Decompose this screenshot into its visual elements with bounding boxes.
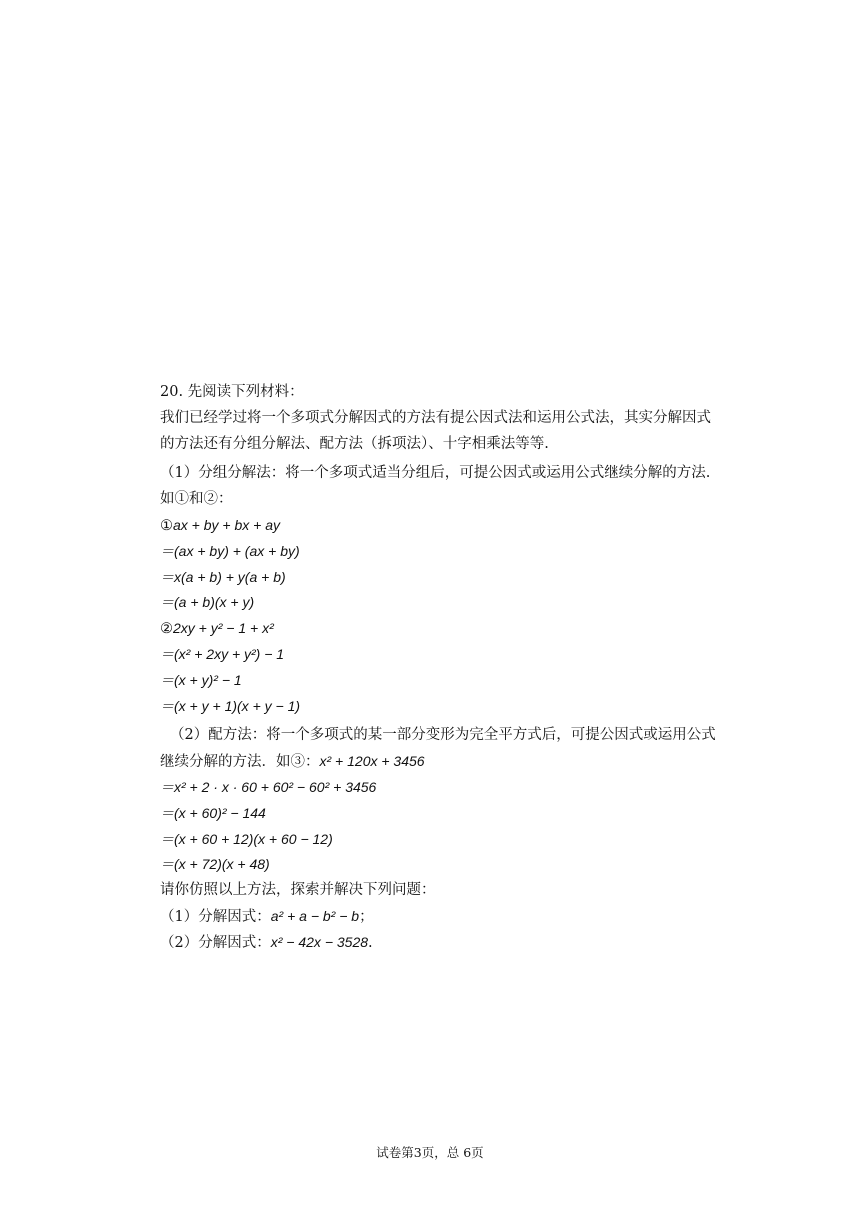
method2-description-2 bbox=[160, 749, 760, 775]
question-20 bbox=[160, 380, 760, 956]
example2-step-2: ＝(x + y)² − 1 bbox=[160, 671, 242, 688]
task-intro: 请你仿照以上方法，探索并解决下列问题： bbox=[160, 882, 436, 899]
example3-step-1: ＝x² + 2 · x · 60 + 60² − 60² + 3456 bbox=[160, 778, 377, 795]
task2-label: （2）分解因式： bbox=[160, 934, 271, 951]
intro-line-1: 我们已经学过将一个多项式分解因式的方法有提公因式法和运用公式法，其实分解因式 bbox=[160, 409, 711, 426]
task-1 bbox=[160, 904, 760, 930]
task2-end: . bbox=[368, 934, 373, 951]
task-2 bbox=[160, 930, 760, 956]
example2-step-1: ＝(x² + 2xy + y²) − 1 bbox=[160, 645, 285, 662]
example3-step-4: ＝(x + 72)(x + 48) bbox=[160, 856, 270, 873]
example1-label: ① bbox=[160, 517, 173, 534]
intro-line-2: 的方法还有分组分解法、配方法（拆项法）、十字相乘法等等. bbox=[160, 435, 549, 452]
method1-example-intro: 如①和②： bbox=[160, 491, 233, 508]
task1-end: ； bbox=[359, 908, 374, 925]
example2-step-3: ＝(x + y + 1)(x + y − 1) bbox=[160, 697, 301, 714]
example1-step-2: ＝x(a + b) + y(a + b) bbox=[160, 568, 286, 585]
task2-expr: x² − 42x − 3528 bbox=[270, 933, 369, 950]
example1-step-3: ＝(a + b)(x + y) bbox=[160, 594, 255, 611]
method2-desc-text: 继续分解的方法．如③： bbox=[160, 754, 320, 771]
example3-expr: x² + 120x + 3456 bbox=[319, 753, 425, 770]
question-header: 20. 先阅读下列材料： bbox=[160, 384, 304, 400]
example2-label: ② bbox=[160, 621, 173, 638]
method2-description-1: （2）配方法：将一个多项式的某一部分变形为完全平方式后，可提公因式或运用公式 bbox=[170, 727, 716, 744]
page-footer: 试卷第3页，总 6页 bbox=[376, 1145, 484, 1160]
example1-expr: ax + by + bx + ay bbox=[173, 516, 281, 533]
task1-label: （1）分解因式： bbox=[160, 908, 271, 925]
method1-description: （1）分组分解法：将一个多项式适当分组后，可提公因式或运用公式继续分解的方法. bbox=[160, 465, 711, 482]
example3-step-2: ＝(x + 60)² − 144 bbox=[160, 804, 266, 821]
example3-step-3: ＝(x + 60 + 12)(x + 60 − 12) bbox=[160, 830, 333, 847]
example1-step-1: ＝(ax + by) + (ax + by) bbox=[160, 542, 300, 559]
example2-expr: 2xy + y² − 1 + x² bbox=[173, 620, 274, 637]
example2-expression bbox=[160, 616, 760, 642]
task1-expr: a² + a − b² − b bbox=[270, 907, 360, 924]
example1-expression bbox=[160, 513, 760, 539]
